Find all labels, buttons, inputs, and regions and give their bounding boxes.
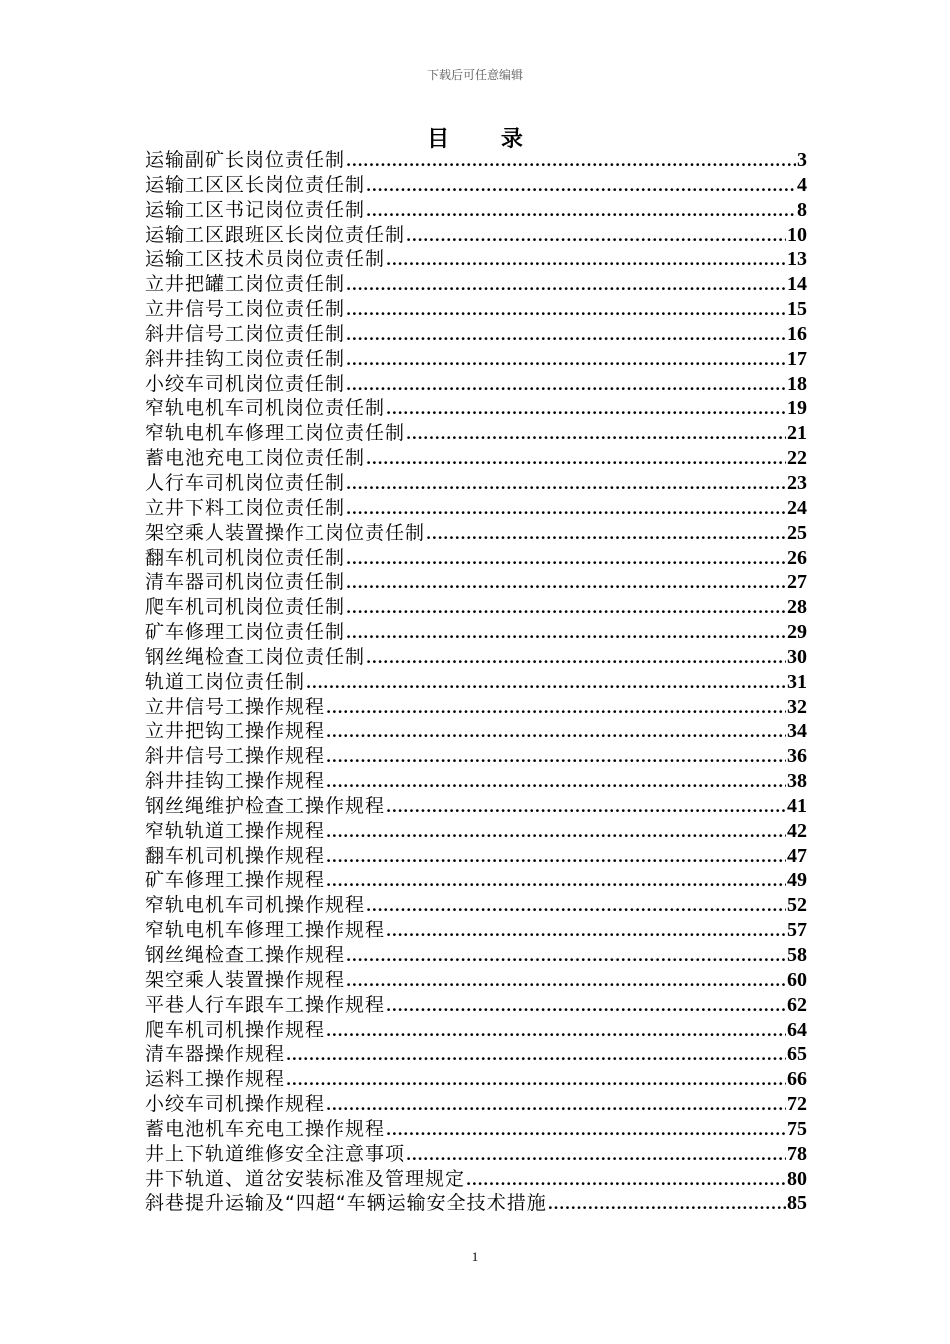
toc-dot-leader [346, 596, 786, 621]
table-of-contents [145, 148, 807, 1216]
toc-entry[interactable] [145, 272, 807, 297]
toc-dot-leader [286, 1068, 786, 1093]
toc-entry-page: 66 [787, 1068, 807, 1091]
toc-entry-title: 矿车修理工岗位责任制 [145, 621, 346, 644]
toc-entry-page: 24 [787, 496, 807, 519]
header-note: 下载后可任意编辑 [426, 68, 523, 82]
toc-dot-leader [366, 447, 786, 472]
toc-dot-leader [346, 149, 796, 174]
toc-dot-leader [548, 1192, 786, 1217]
toc-dot-leader [466, 1168, 786, 1193]
toc-entry-title: 斜井挂钩工操作规程 [145, 770, 326, 793]
toc-entry-title: 斜井信号工岗位责任制 [145, 322, 346, 345]
toc-entry-page: 64 [787, 1018, 807, 1041]
toc-entry-title: 运输副矿长岗位责任制 [145, 149, 346, 171]
toc-entry[interactable] [145, 968, 807, 993]
toc-dot-leader [366, 894, 786, 919]
toc-entry[interactable] [145, 670, 807, 695]
toc-entry[interactable] [145, 1117, 807, 1142]
toc-entry-title: 立井把罐工岗位责任制 [145, 273, 346, 296]
toc-entry[interactable] [145, 1142, 807, 1167]
toc-entry-title: 钢丝绳维护检查工操作规程 [145, 794, 386, 817]
toc-dot-leader [386, 994, 786, 1019]
toc-entry[interactable] [145, 819, 807, 844]
toc-dot-leader [386, 397, 786, 422]
toc-entry[interactable] [145, 1191, 807, 1216]
toc-entry-page: 22 [787, 447, 807, 470]
toc-entry-title: 窄轨电机车修理工操作规程 [145, 919, 386, 942]
toc-entry[interactable] [145, 247, 807, 272]
toc-entry[interactable] [145, 546, 807, 571]
toc-dot-leader [286, 1043, 786, 1068]
toc-dot-leader [326, 869, 786, 894]
toc-entry[interactable] [145, 347, 807, 372]
toc-entry-title: 清车器司机岗位责任制 [145, 571, 346, 594]
toc-entry-page: 85 [787, 1192, 807, 1215]
toc-entry[interactable] [145, 198, 807, 223]
toc-entry-title: 井上下轨道维修安全注意事项 [145, 1142, 406, 1165]
toc-entry[interactable] [145, 496, 807, 521]
toc-dot-leader [346, 472, 786, 497]
toc-entry-title: 爬车机司机操作规程 [145, 1018, 326, 1041]
toc-entry-page: 30 [787, 645, 807, 668]
toc-entry[interactable] [145, 297, 807, 322]
toc-entry-title: 运输工区书记岗位责任制 [145, 198, 366, 221]
toc-entry-title: 翻车机司机操作规程 [145, 844, 326, 867]
toc-dot-leader [386, 795, 786, 820]
toc-entry-page: 80 [787, 1167, 807, 1190]
toc-entry-page: 41 [787, 794, 807, 817]
toc-dot-leader [406, 224, 786, 249]
toc-entry-title: 立井信号工操作规程 [145, 695, 326, 718]
toc-entry-page: 36 [787, 745, 807, 768]
toc-entry-page: 31 [787, 670, 807, 693]
toc-entry[interactable] [145, 943, 807, 968]
toc-entry[interactable] [145, 396, 807, 421]
toc-entry-title: 爬车机司机岗位责任制 [145, 596, 346, 619]
toc-entry[interactable] [145, 620, 807, 645]
toc-entry-title: 轨道工岗位责任制 [145, 670, 306, 693]
toc-dot-leader [346, 497, 786, 522]
toc-dot-leader [326, 1093, 786, 1118]
toc-entry-page: 28 [787, 596, 807, 619]
toc-dot-leader [346, 621, 786, 646]
toc-entry-page: 75 [787, 1117, 807, 1140]
toc-entry[interactable] [145, 1092, 807, 1117]
toc-entry-page: 3 [797, 149, 807, 171]
toc-dot-leader [346, 273, 786, 298]
toc-dot-leader [326, 845, 786, 870]
toc-entry-title: 斜井挂钩工岗位责任制 [145, 347, 346, 370]
toc-entry[interactable] [145, 372, 807, 397]
toc-entry-page: 15 [787, 298, 807, 321]
toc-entry-title: 运输工区技术员岗位责任制 [145, 248, 386, 271]
toc-entry-title: 矿车修理工操作规程 [145, 869, 326, 892]
toc-entry[interactable] [145, 322, 807, 347]
toc-entry-title: 运输工区跟班区长岗位责任制 [145, 223, 406, 246]
toc-entry-page: 23 [787, 471, 807, 494]
toc-dot-leader [426, 522, 786, 547]
toc-entry-title: 架空乘人装置操作规程 [145, 968, 346, 991]
toc-entry[interactable] [145, 868, 807, 893]
toc-dot-leader [326, 720, 786, 745]
toc-entry-page: 13 [787, 248, 807, 271]
toc-entry[interactable] [145, 471, 807, 496]
toc-dot-leader [346, 373, 786, 398]
toc-dot-leader [406, 1143, 786, 1168]
toc-entry-title: 井下轨道、道岔安装标准及管理规定 [145, 1167, 466, 1190]
toc-entry[interactable] [145, 769, 807, 794]
toc-entry-page: 49 [787, 869, 807, 892]
toc-dot-leader [386, 248, 786, 273]
toc-entry-title: 窄轨电机车司机操作规程 [145, 894, 366, 917]
toc-dot-leader [326, 696, 786, 721]
toc-entry-page: 58 [787, 944, 807, 966]
toc-dot-leader [346, 547, 786, 572]
toc-dot-leader [406, 422, 786, 447]
page-title: 目 录 [427, 127, 545, 152]
toc-entry-page: 16 [787, 322, 807, 345]
toc-entry[interactable] [145, 918, 807, 943]
toc-entry-title: 蓄电池充电工岗位责任制 [145, 447, 366, 470]
toc-entry[interactable] [145, 1167, 807, 1192]
toc-entry-page: 42 [787, 819, 807, 842]
toc-entry-title: 立井下料工岗位责任制 [145, 496, 346, 519]
toc-entry-page: 57 [787, 919, 807, 942]
toc-entry[interactable] [145, 645, 807, 670]
toc-entry-page: 19 [787, 397, 807, 420]
toc-dot-leader [346, 944, 786, 969]
toc-entry-page: 17 [787, 347, 807, 370]
toc-entry-title: 人行车司机岗位责任制 [145, 471, 346, 494]
toc-entry[interactable] [145, 744, 807, 769]
toc-dot-leader [346, 969, 786, 994]
toc-entry-title: 运料工操作规程 [145, 1068, 286, 1091]
toc-entry[interactable] [145, 421, 807, 446]
toc-entry[interactable] [145, 844, 807, 869]
toc-dot-leader [366, 646, 786, 671]
toc-entry-title: 斜井信号工操作规程 [145, 745, 326, 768]
toc-dot-leader [386, 919, 786, 944]
toc-entry-title: 钢丝绳检查工操作规程 [145, 944, 346, 966]
toc-entry-title: 窄轨电机车修理工岗位责任制 [145, 422, 406, 445]
toc-entry[interactable] [145, 446, 807, 471]
toc-entry-title: 窄轨电机车司机岗位责任制 [145, 397, 386, 420]
toc-entry-page: 52 [787, 894, 807, 917]
toc-dot-leader [346, 571, 786, 596]
toc-entry-title: 立井把钩工操作规程 [145, 720, 326, 743]
toc-dot-leader [386, 1118, 786, 1143]
toc-entry-page: 34 [787, 720, 807, 743]
toc-entry-page: 78 [787, 1142, 807, 1165]
toc-entry-title: 小绞车司机岗位责任制 [145, 372, 346, 395]
page-number: 1 [471, 1249, 479, 1264]
toc-entry[interactable] [145, 148, 807, 173]
toc-dot-leader [326, 820, 786, 845]
toc-entry[interactable] [145, 993, 807, 1018]
toc-entry-page: 21 [787, 422, 807, 445]
toc-entry-page: 8 [797, 198, 807, 221]
toc-entry-page: 65 [787, 1043, 807, 1066]
toc-entry[interactable] [145, 1018, 807, 1043]
toc-entry-page: 62 [787, 993, 807, 1016]
toc-entry[interactable] [145, 1067, 807, 1092]
toc-entry-title: 清车器操作规程 [145, 1043, 286, 1066]
toc-dot-leader [346, 323, 786, 348]
toc-entry[interactable] [145, 1042, 807, 1067]
toc-dot-leader [326, 770, 786, 795]
toc-entry-page: 60 [787, 968, 807, 991]
toc-entry-page: 14 [787, 273, 807, 296]
toc-entry-title: 平巷人行车跟车工操作规程 [145, 993, 386, 1016]
toc-entry-title: 运输工区区长岗位责任制 [145, 173, 366, 196]
toc-entry[interactable] [145, 794, 807, 819]
toc-entry-title: 钢丝绳检查工岗位责任制 [145, 645, 366, 668]
toc-entry[interactable] [145, 570, 807, 595]
toc-dot-leader [346, 298, 786, 323]
toc-entry[interactable] [145, 695, 807, 720]
toc-entry-title: 架空乘人装置操作工岗位责任制 [145, 521, 426, 544]
toc-dot-leader [306, 671, 786, 696]
toc-entry-page: 72 [787, 1093, 807, 1116]
toc-entry-title: 蓄电池机车充电工操作规程 [145, 1117, 386, 1140]
toc-entry-title: 翻车机司机岗位责任制 [145, 546, 346, 569]
toc-entry-title: 窄轨轨道工操作规程 [145, 819, 326, 842]
toc-entry-page: 25 [787, 521, 807, 544]
toc-dot-leader [326, 745, 786, 770]
toc-entry-page: 26 [787, 546, 807, 569]
toc-entry[interactable] [145, 521, 807, 546]
toc-entry-page: 32 [787, 695, 807, 718]
toc-entry[interactable] [145, 595, 807, 620]
toc-dot-leader [326, 1019, 786, 1044]
toc-entry[interactable] [145, 223, 807, 248]
toc-entry-page: 10 [787, 223, 807, 246]
toc-entry-page: 38 [787, 770, 807, 793]
toc-entry-page: 27 [787, 571, 807, 594]
toc-entry-page: 4 [797, 173, 807, 196]
toc-entry[interactable] [145, 173, 807, 198]
toc-entry-page: 29 [787, 621, 807, 644]
toc-dot-leader [366, 174, 796, 199]
toc-dot-leader [346, 348, 786, 373]
toc-entry-page: 18 [787, 372, 807, 395]
toc-entry-title: 斜巷提升运输及“四超“车辆运输安全技术措施 [145, 1192, 547, 1215]
toc-entry-title: 小绞车司机操作规程 [145, 1093, 326, 1116]
toc-dot-leader [366, 199, 796, 224]
toc-entry-page: 47 [787, 844, 807, 867]
toc-entry[interactable] [145, 893, 807, 918]
toc-entry-title: 立井信号工岗位责任制 [145, 298, 346, 321]
toc-entry[interactable] [145, 719, 807, 744]
